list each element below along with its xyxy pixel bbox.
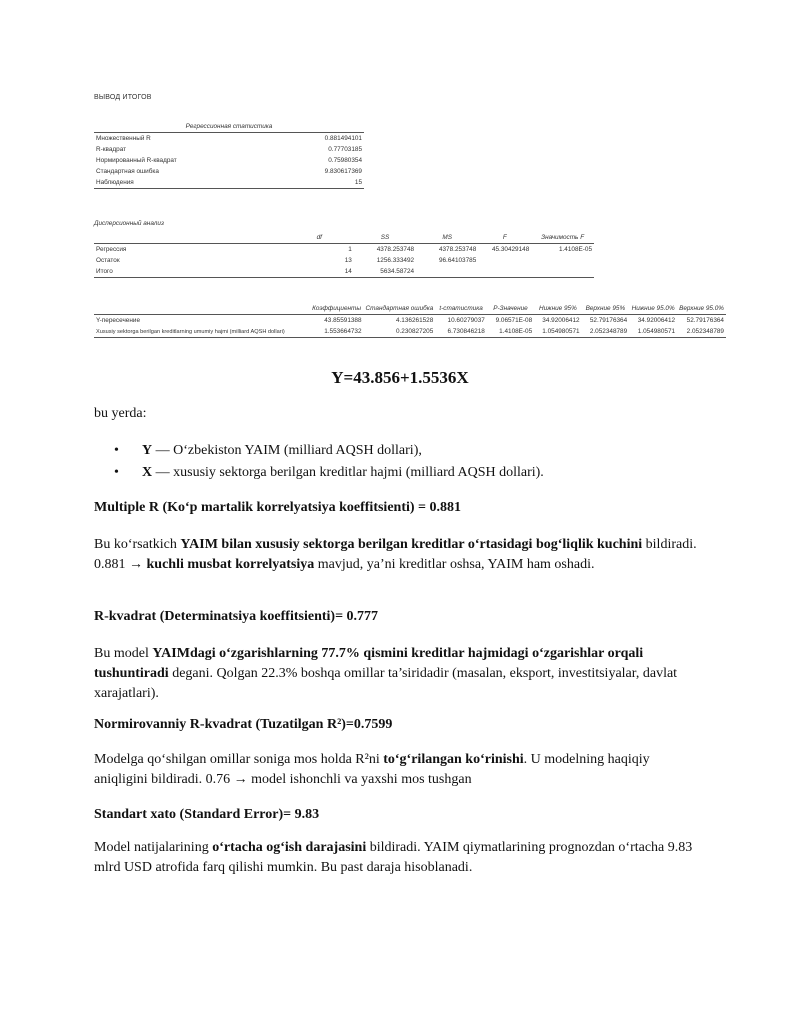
text-run-bold: o‘rtacha og‘ish darajasini [212, 840, 367, 855]
stat-label: Наблюдения [94, 177, 298, 189]
anova-header [94, 232, 285, 244]
regression-stats-table [94, 121, 364, 189]
text-run: . U modelning haqiqiy aniqligini bildiradi. 0.76 [94, 752, 650, 787]
table-row [94, 244, 594, 256]
section-text-r-squared [94, 644, 704, 704]
anova-cell: Регрессия [96, 246, 127, 253]
table-row [94, 255, 594, 266]
coef-cell: 6.730846218 [435, 326, 487, 338]
stat-label: Стандартная ошибка [96, 168, 159, 175]
section-heading-adjusted-r-squared: Normirovanniy R-kvadrat (Tuzatilgan R²)=0.7599 [94, 717, 393, 732]
bullet-marker: • [114, 465, 119, 480]
coef-cell: 1.4108E-05 [487, 326, 534, 338]
table-row [94, 315, 726, 327]
anova-cell: 96.64103785 [438, 257, 477, 264]
text-run: bildiradi. YAIM qiymatlarining prognozdan o‘rtacha 9.83 mlrd USD atrofida farq qilishi mumkin. Bu past daraja hisoblanadi. [94, 840, 693, 875]
text-run: model ishonchli va yaxshi mos tushgan [247, 772, 472, 787]
coef-cell: 52.79176364 [686, 317, 724, 324]
coef-cell: 10.60279037 [447, 317, 485, 324]
variable-symbol: Y [142, 443, 153, 458]
coef-header: P-Значение [487, 303, 534, 315]
arrow-icon: → [233, 772, 248, 787]
text-run: Bu ko‘rsatkich [94, 537, 181, 552]
table-row [94, 166, 364, 177]
coefficients-table [94, 303, 726, 338]
bullet-marker: • [114, 443, 119, 458]
coef-cell: 0.230827205 [364, 326, 436, 338]
anova-cell: 5634.58724 [354, 266, 416, 278]
text-run-bold: kuchli musbat korrelyatsiya [146, 557, 315, 572]
arrow-icon: → [129, 557, 143, 572]
text-run: Modelga qo‘shilgan omillar soniga mos holda R²ni [94, 752, 384, 767]
coef-cell: 1.553664732 [310, 326, 364, 338]
list-item [114, 440, 544, 462]
coef-cell: 2.052348789 [582, 326, 630, 338]
stat-label: R-квадрат [96, 146, 127, 153]
stat-value: 0.77703185 [328, 146, 362, 153]
anova-header: SS [354, 232, 416, 244]
coef-cell: Xususiy sektorga berilgan kreditlarning umumiy hajmi (milliard AQSH dollari) [94, 326, 310, 338]
text-run: bildiradi. 0.881 [94, 537, 697, 572]
stat-value: 9.830617369 [324, 168, 362, 175]
coef-cell: Y-пересечение [96, 317, 140, 324]
section-heading-standard-error: Standart xato (Standard Error)= 9.83 [94, 807, 320, 822]
anova-cell: Итого [94, 266, 285, 278]
anova-table [94, 232, 594, 278]
anova-header: MS [416, 232, 478, 244]
anova-header: df [285, 232, 354, 244]
coef-header: Стандартная ошибка [364, 303, 436, 315]
coef-header: Нижние 95% [534, 303, 581, 315]
table-row [94, 266, 594, 278]
anova-cell: Остаток [96, 257, 120, 264]
text-run: degani. Qolgan 22.3% boshqa omillar ta’siridadir (masalan, eksport, investitsiyalar, davlat xarajatlari). [94, 666, 678, 701]
table-row [94, 326, 726, 338]
table-row [94, 144, 364, 155]
section-heading-r-squared: R-kvadrat (Determinatsiya koeffitsienti)= 0.777 [94, 609, 379, 624]
text-run-bold: to‘g‘rilangan ko‘rinishi [383, 752, 524, 767]
coef-cell: 1.054980571 [629, 326, 677, 338]
variable-description: — xususiy sektorga berilgan kreditlar hajmi (milliard AQSH dollari). [152, 465, 544, 480]
coef-header [94, 303, 310, 315]
stat-value: 0.75980354 [328, 157, 362, 164]
table-row [94, 177, 364, 189]
intro-text: bu yerda: [94, 406, 147, 421]
text-run: Bu model [94, 646, 153, 661]
anova-cell: 13 [344, 257, 352, 264]
variable-symbol: X [142, 465, 153, 480]
anova-cell: 1.4108E-05 [558, 246, 592, 253]
variable-list [114, 440, 544, 484]
stat-value: 0.881494101 [324, 135, 362, 142]
anova-cell: 45.30429148 [491, 246, 530, 253]
section-text-adjusted-r-squared [94, 750, 704, 790]
coef-header: Верхние 95.0% [677, 303, 726, 315]
section-heading-multiple-r: Multiple R (Ko‘p martalik korrelyatsiya koeffitsienti) = 0.881 [94, 500, 462, 515]
coef-header: Коэффициенты [310, 303, 364, 315]
anova-cell: 14 [285, 266, 354, 278]
text-run-bold: YAIM bilan xususiy sektorga berilgan kreditlar o‘rtasidagi bog‘liqlik kuchini [180, 537, 643, 552]
list-item [114, 462, 544, 484]
stat-value: 15 [298, 177, 364, 189]
coef-cell: 4.136261528 [395, 317, 434, 324]
anova-header: F [478, 232, 531, 244]
table-row [94, 155, 364, 166]
regression-output-title: ВЫВОД ИТОГОВ [94, 94, 152, 101]
text-run: mavjud, ya’ni kreditlar oshsa, YAIM ham oshadi. [314, 557, 595, 572]
coef-cell: 52.79176364 [589, 317, 628, 324]
coef-header: Нижние 95.0% [629, 303, 677, 315]
regression-equation: Y=43.856+1.5536X [331, 368, 469, 387]
regression-stats-header: Регрессионная статистика [94, 121, 364, 133]
text-run: Model natijalarining [94, 840, 213, 855]
table-row [94, 133, 364, 145]
text-run-bold: YAIMdagi o‘zgarishlarning 77.7% qismini kreditlar hajmidagi o‘zgarishlar orqali tushuntiradi [94, 646, 644, 681]
coef-header: Верхние 95% [582, 303, 630, 315]
stat-label: Множественный R [96, 135, 151, 142]
anova-cell: 1 [348, 246, 352, 253]
anova-label: Дисперсионный анализ [94, 220, 164, 227]
coef-cell: 9.06571E-08 [495, 317, 533, 324]
coef-cell: 1.054980571 [534, 326, 581, 338]
coef-cell: 2.052348789 [677, 326, 726, 338]
section-text-multiple-r [94, 535, 704, 575]
anova-header: Значимость F [531, 232, 594, 244]
anova-cell: 4378.253748 [376, 246, 415, 253]
coef-cell: 43.85591388 [324, 317, 362, 324]
stat-label: Нормированный R-квадрат [96, 157, 177, 164]
coef-cell: 34.92006412 [637, 317, 676, 324]
anova-cell: 4378.253748 [438, 246, 477, 253]
section-text-standard-error [94, 838, 704, 878]
coef-cell: 34.92006412 [542, 317, 580, 324]
anova-cell: 1256.333492 [376, 257, 415, 264]
variable-description: — O‘zbekiston YAIM (milliard AQSH dollari), [152, 443, 422, 458]
coef-header: t-статистика [435, 303, 487, 315]
